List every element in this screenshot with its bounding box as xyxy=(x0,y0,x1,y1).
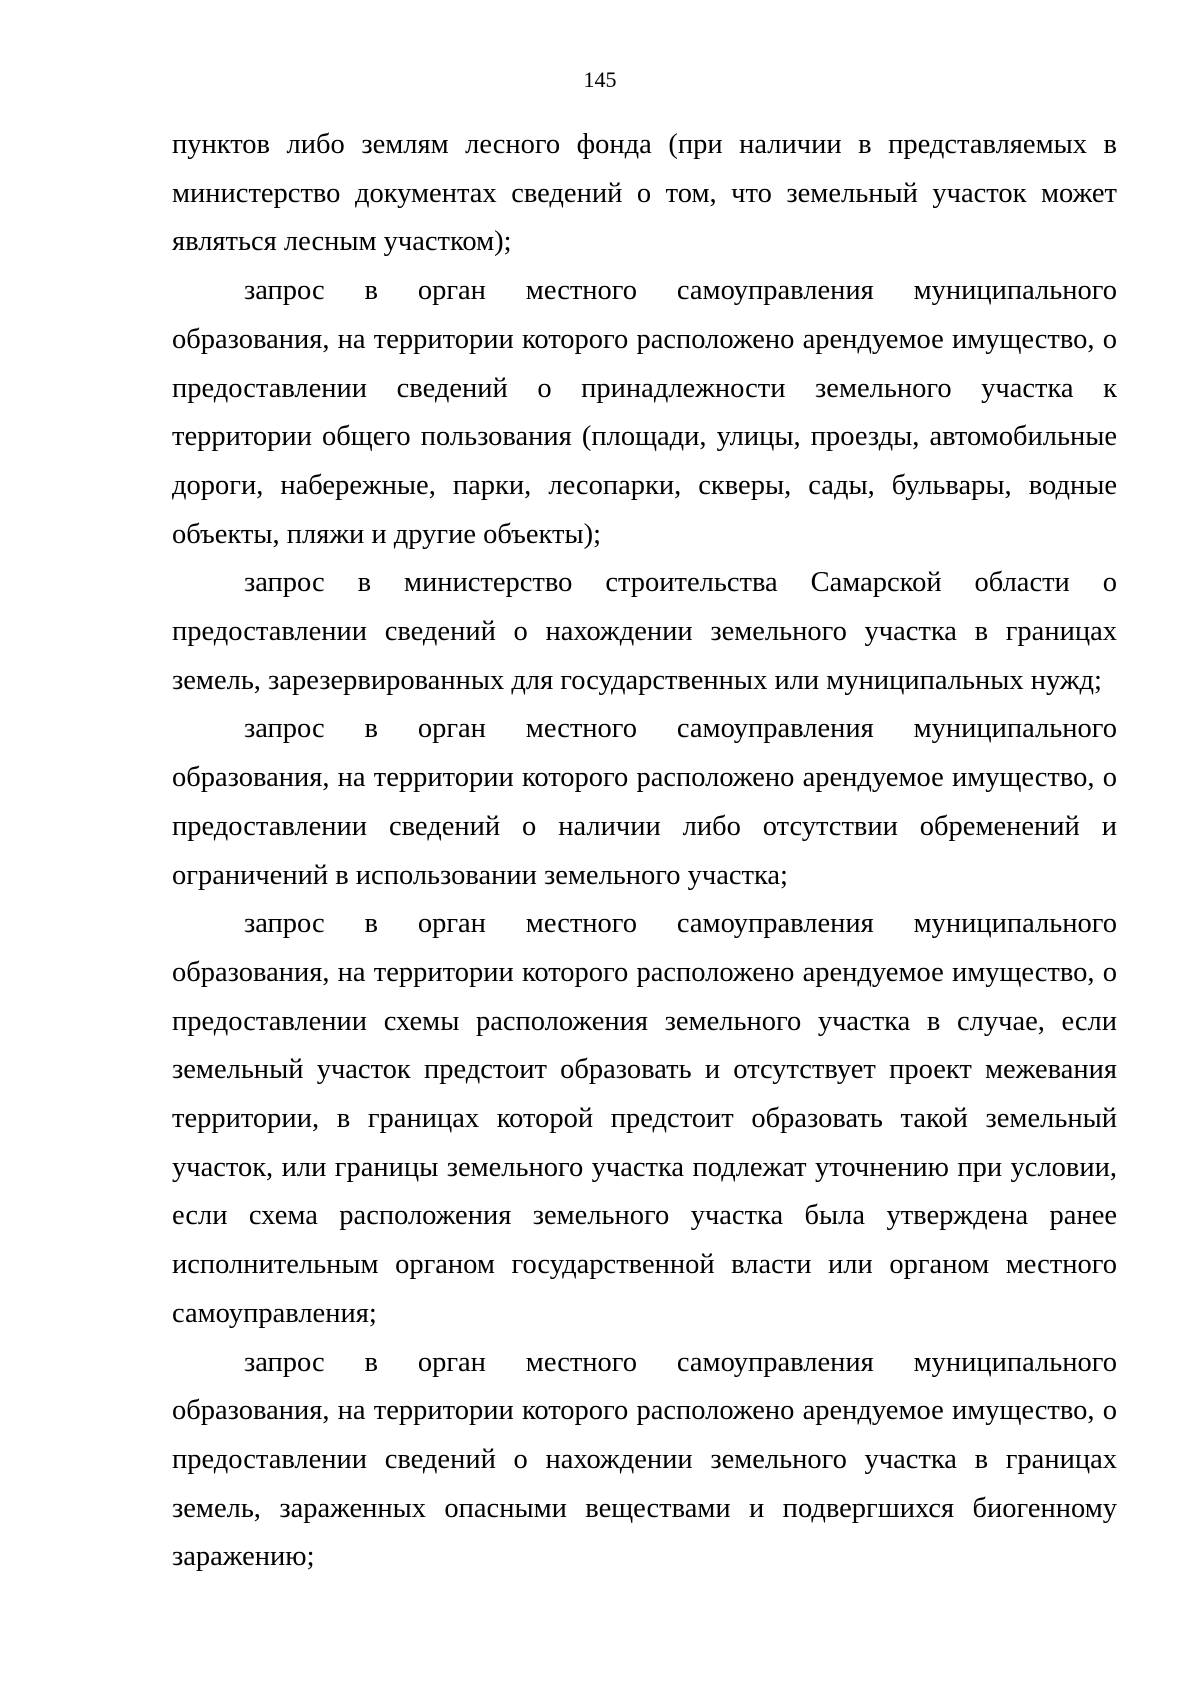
document-body xyxy=(172,121,1117,1582)
paragraph-request-encumbrances: запрос в орган местного самоуправления муниципального образования, на территории которого расположено арендуемое имущество, о предоставлении сведений о наличии либо отсутствии обременений и ограничений в использовании земельного участка; xyxy=(172,713,1117,891)
paragraph-request-contaminated-lands: запрос в орган местного самоуправления муниципального образования, на территории которого расположено арендуемое имущество, о предоставлении сведений о нахождении земельного участка в границах земель, зараженных опасными веществами и подвергшихся биогенному заражению; xyxy=(172,1346,1117,1573)
page-number: 145 xyxy=(583,67,617,92)
paragraph-request-reserved-lands: запрос в министерство строительства Самарской области о предоставлении сведений о нахождении земельного участка в границах земель, зарезервированных для государственных или муниципальных нужд; xyxy=(172,567,1117,696)
paragraph-request-public-territory: запрос в орган местного самоуправления муниципального образования, на территории которого расположено арендуемое имущество, о предоставлении сведений о принадлежности земельного участка к территории общего пользования (площади, улицы, проезды, автомобильные дороги, набережные, парки, лесопарки, скверы, сады, бульвары, водные объекты, пляжи и другие объекты); xyxy=(172,275,1117,550)
paragraph-continuation: пунктов либо землям лесного фонда (при наличии в представляемых в министерство документах сведений о том, что земельный участок может являться лесным участком); xyxy=(172,129,1117,258)
paragraph-request-layout-scheme: запрос в орган местного самоуправления муниципального образования, на территории которого расположено арендуемое имущество, о предоставлении схемы расположения земельного участка в случае, если земельный участок предстоит образовать и отсутствует проект межевания территории, в границах которой предстоит образовать такой земельный участок, или границы земельного участка подлежат уточнению при условии, если схема расположения земельного участка была утверждена ранее исполнительным органом государственной власти или органом местного самоуправления; xyxy=(172,908,1117,1329)
